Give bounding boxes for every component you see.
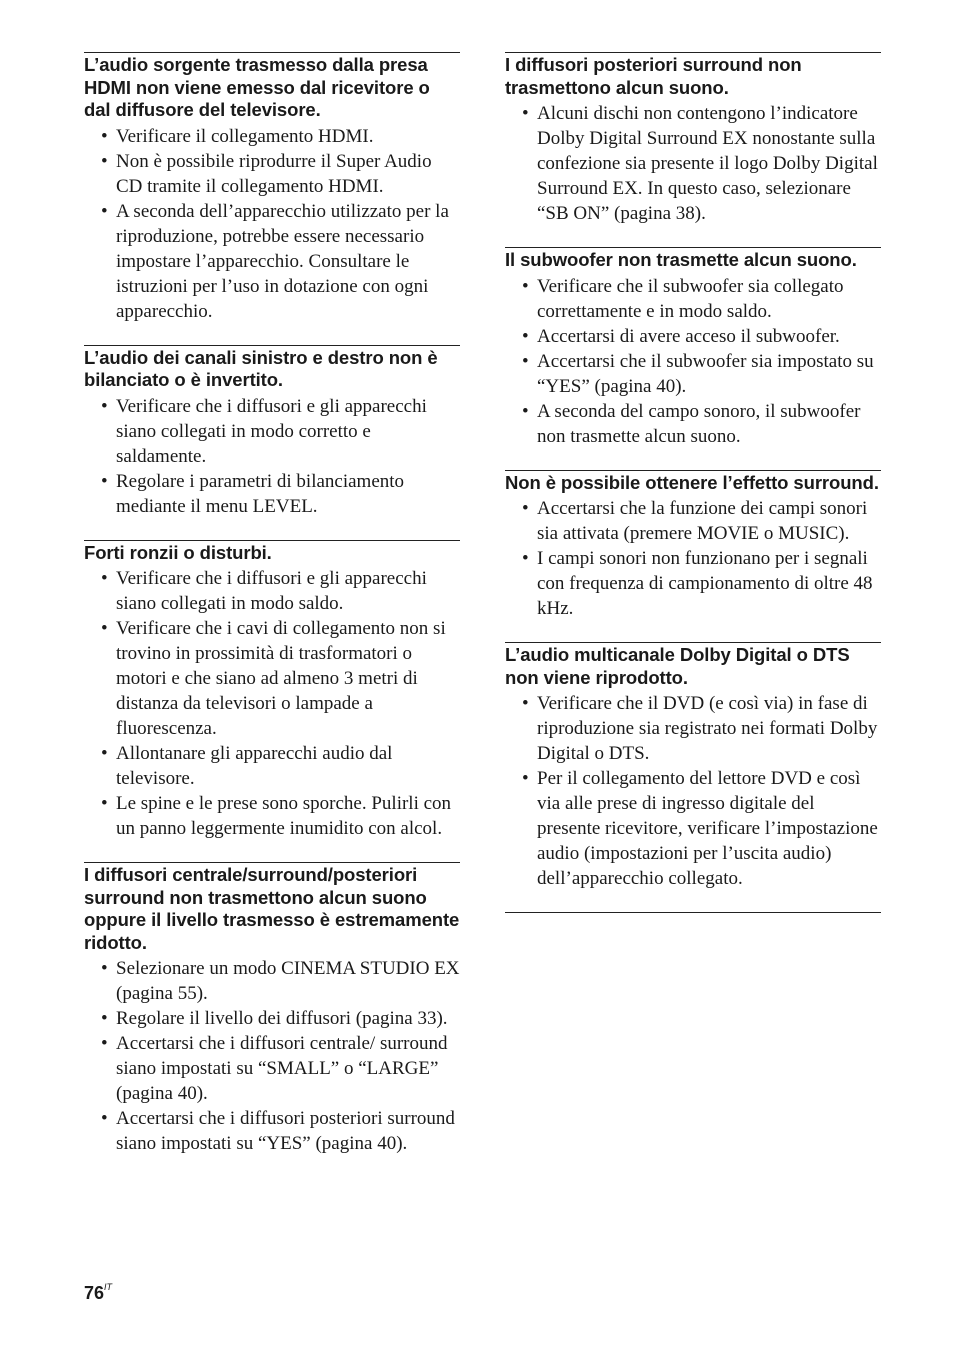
bullet-icon: • [522,498,529,519]
section-heading: I diffusori centrale/surround/posteriori surround non trasmettono alcun suono oppure il livello trasmesso è estremamente ridotto. [84,864,460,953]
bullet-icon: • [101,470,108,492]
bullet-item [505,766,881,891]
bullet-icon: • [101,743,108,764]
left-column [84,52,460,1156]
bullet-list [84,956,460,1156]
bullet-text: Accertarsi che i diffusori centrale/ surround siano impostati su “SMALL” o “LARGE” (pagina 40). [116,1033,448,1104]
bullet-item [505,101,881,226]
bullet-item [84,741,460,791]
troubleshooting-section [84,540,460,842]
bullet-item [84,199,460,324]
bullet-text: Per il collegamento del lettore DVD e così via alle prese di ingresso digitale del presente ricevitore, verificare l’impostazione audio (impostazioni per l’uscita audio) dell’apparecchio collegato. [537,768,878,889]
bullet-icon: • [101,1008,108,1029]
bullet-list [505,101,881,226]
bullet-item [84,791,460,841]
right-column [505,52,881,913]
bullet-text: Selezionare un modo CINEMA STUDIO EX (pagina 55). [116,958,460,1004]
page-number [84,1283,112,1304]
bullet-icon: • [522,275,529,297]
bullet-text: Verificare che i diffusori e gli apparecchi siano collegati in modo corretto e saldamente. [116,395,427,467]
bullet-icon: • [522,693,529,714]
section-heading: Non è possibile ottenere l’effetto surround. [505,471,879,493]
bullet-text: Allontanare gli apparecchi audio dal televisore. [116,743,393,789]
bullet-icon: • [101,793,108,814]
bullet-icon: • [522,103,529,124]
bullet-icon: • [101,125,108,147]
section-heading: I diffusori posteriori surround non trasmettono alcun suono. [505,54,802,98]
bullet-icon: • [101,200,108,222]
bullet-icon: • [101,958,108,979]
bullet-item [84,1106,460,1156]
troubleshooting-section [84,52,460,324]
bullet-item [505,546,881,621]
page-number-value: 76 [84,1283,105,1303]
bullet-text: Accertarsi che i diffusori posteriori surround siano impostati su “YES” (pagina 40). [116,1108,455,1154]
bullet-icon: • [522,350,529,372]
bullet-text: Verificare che il subwoofer sia collegato correttamente e in modo saldo. [537,275,844,322]
bullet-icon: • [522,400,529,422]
bullet-text: I campi sonori non funzionano per i segnali con frequenza di campionamento di oltre 48 kHz. [537,548,873,619]
troubleshooting-section [84,345,460,519]
bullet-item [84,616,460,741]
bullet-list [84,394,460,519]
bullet-text: A seconda del campo sonoro, il subwoofer non trasmette alcun suono. [537,400,861,447]
bullet-list [84,566,460,841]
page-language-code: IT [104,1282,113,1292]
section-heading: L’audio multicanale Dolby Digital o DTS non viene riprodotto. [505,644,850,688]
bullet-text: Verificare il collegamento HDMI. [116,125,374,147]
bullet-icon: • [522,768,529,789]
bullet-list [505,496,881,621]
bullet-text: Regolare il livello dei diffusori (pagina 33). [116,1008,448,1029]
troubleshooting-section [505,642,881,891]
section-heading: L’audio sorgente trasmesso dalla presa HDMI non viene emesso dal ricevitore o dal diffusore del televisore. [84,54,430,120]
bullet-item [505,399,881,449]
bullet-icon: • [101,1108,108,1129]
bullet-icon: • [101,150,108,172]
bullet-item [505,349,881,399]
section-heading: Il subwoofer non trasmette alcun suono. [505,249,857,270]
bullet-item [505,496,881,546]
bullet-item [84,1006,460,1031]
troubleshooting-section [505,247,881,449]
bullet-icon: • [101,395,108,417]
bullet-icon: • [101,1033,108,1054]
bullet-text: Verificare che il DVD (e così via) in fase di riproduzione sia registrato nei formati Dolby Digital o DTS. [537,693,878,764]
bullet-icon: • [522,548,529,569]
section-heading: L’audio dei canali sinistro e destro non è bilanciato o è invertito. [84,346,438,390]
bullet-text: Accertarsi che la funzione dei campi sonori sia attivata (premere MOVIE o MUSIC). [537,498,868,544]
bullet-item [84,149,460,199]
bullet-list [505,274,881,449]
troubleshooting-section [505,470,881,622]
bullet-list [84,124,460,324]
bullet-icon: • [522,325,529,347]
bullet-text: Non è possibile riprodurre il Super Audio CD tramite il collegamento HDMI. [116,150,432,197]
bullet-item [84,956,460,1006]
bullet-text: Alcuni dischi non contengono l’indicatore Dolby Digital Surround EX nonostante sulla confezione sia presente il logo Dolby Digital Surround EX. In questo caso, selezionare “SB ON” (pagina 38). [537,103,878,224]
section-heading: Forti ronzii o disturbi. [84,541,272,563]
bullet-text: Verificare che i diffusori e gli apparecchi siano collegati in modo saldo. [116,568,427,614]
section-divider [505,912,881,913]
bullet-text: Verificare che i cavi di collegamento non si trovino in prossimità di trasformatori o motori e che siano ad almeno 3 metri di distanza da televisori o lampade a fluorescenza. [116,618,446,739]
bullet-text: Accertarsi di avere acceso il subwoofer. [537,325,840,347]
bullet-icon: • [101,568,108,589]
bullet-item [84,124,460,149]
troubleshooting-section [505,52,881,226]
bullet-text: Accertarsi che il subwoofer sia impostato su “YES” (pagina 40). [537,350,874,397]
bullet-item [505,691,881,766]
bullet-item [505,274,881,324]
bullet-icon: • [101,618,108,639]
bullet-text: A seconda dell’apparecchio utilizzato per la riproduzione, potrebbe essere necessario impostare l’apparecchio. Consultare le istruzioni per l’uso in dotazione con ogni apparecchio. [116,200,449,322]
bullet-item [84,1031,460,1106]
bullet-list [505,691,881,891]
troubleshooting-section [84,862,460,1156]
bullet-item [84,566,460,616]
bullet-item [84,469,460,519]
bullet-item [505,324,881,349]
bullet-text: Regolare i parametri di bilanciamento mediante il menu LEVEL. [116,470,405,517]
bullet-text: Le spine e le prese sono sporche. Pulirli con un panno leggermente inumidito con alcol. [116,793,452,839]
bullet-item [84,394,460,469]
